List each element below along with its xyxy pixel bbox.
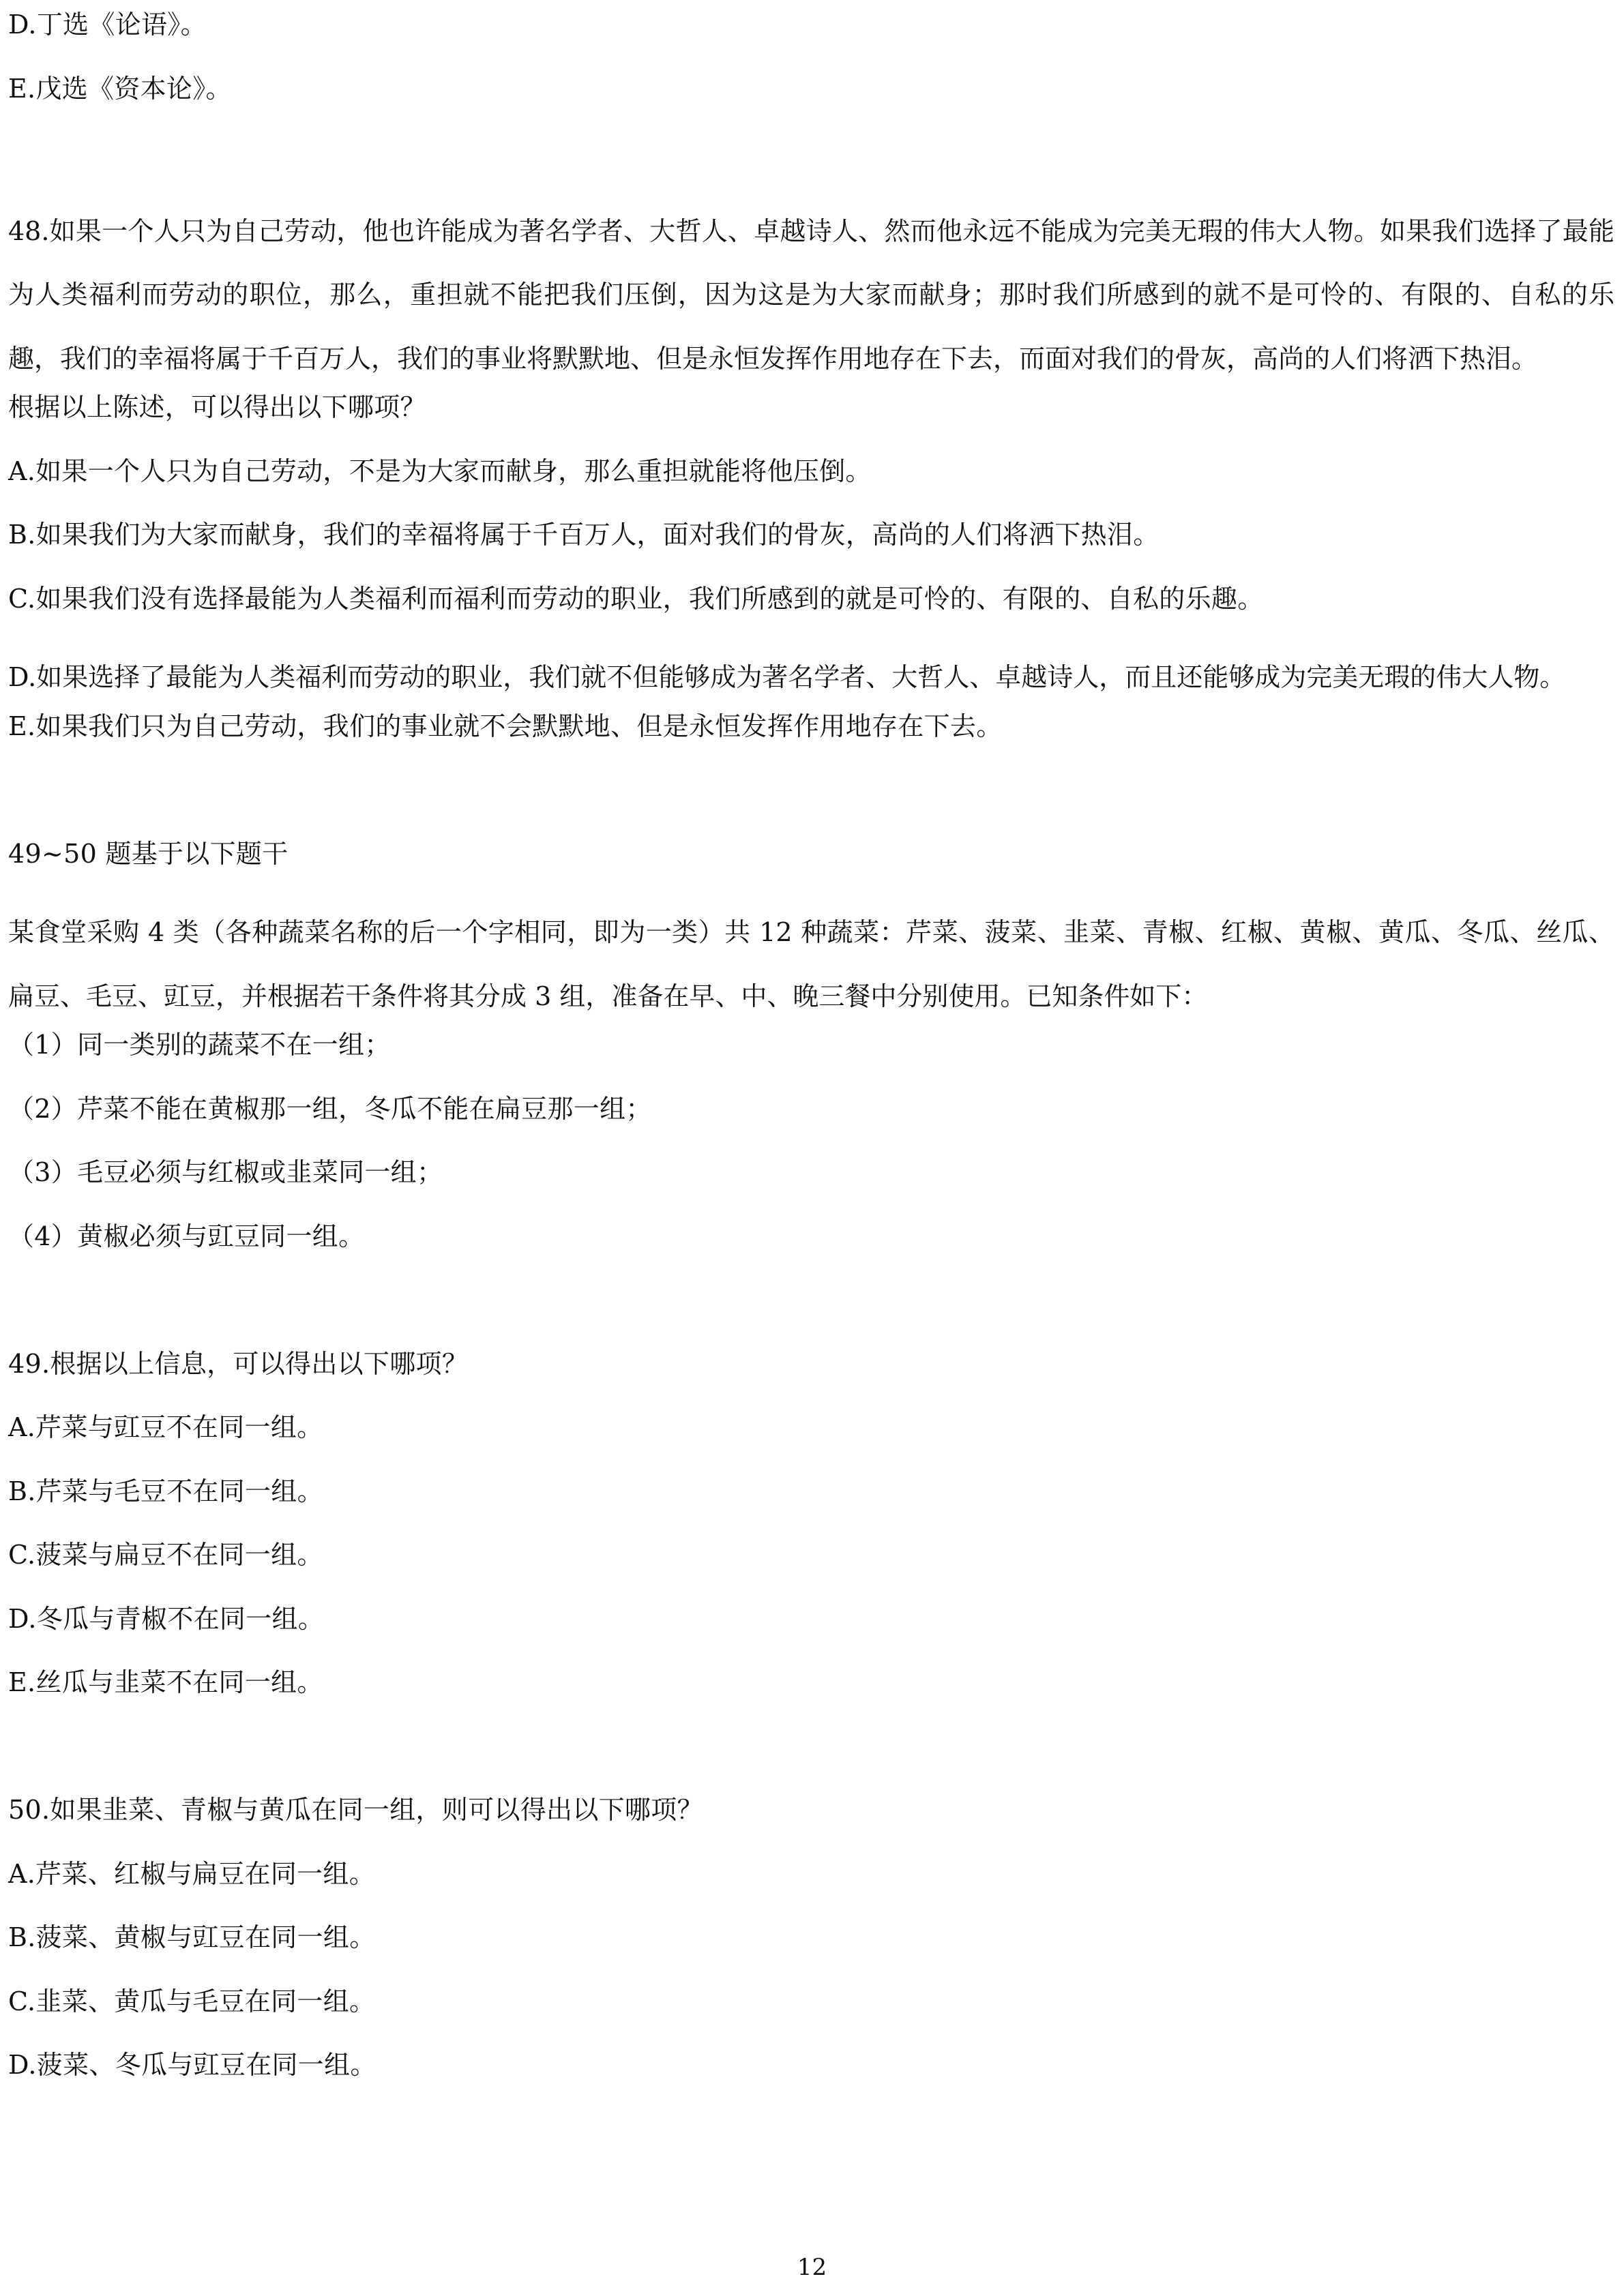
question-48-option-d: D.如果选择了最能为人类福利而劳动的职业，我们就不但能够成为著名学者、大哲人、卓越诗人，而且还能够成为完美无瑕的伟大人物。 bbox=[8, 662, 1566, 692]
question-49-option-b: B.芹菜与毛豆不在同一组。 bbox=[8, 1476, 323, 1506]
condition-4: （4）黄椒必须与豇豆同一组。 bbox=[8, 1221, 365, 1251]
question-48-prompt: 根据以上陈述，可以得出以下哪项？ bbox=[8, 392, 426, 422]
question-50-option-c: C.韭菜、黄瓜与毛豆在同一组。 bbox=[8, 1986, 376, 2016]
condition-3: （3）毛豆必须与红椒或韭菜同一组； bbox=[8, 1157, 443, 1187]
exam-page bbox=[8, 8, 1614, 2113]
question-48-option-b: B.如果我们为大家而献身，我们的幸福将属于千百万人，面对我们的骨灰，高尚的人们将洒下热泪。 bbox=[8, 520, 1160, 550]
question-50 bbox=[8, 1793, 1614, 2113]
question-49-option-d: D.冬瓜与青椒不在同一组。 bbox=[8, 1603, 325, 1634]
question-48 bbox=[8, 200, 1614, 774]
question-49 bbox=[8, 1347, 1614, 1730]
shared-stem-body: 某食堂采购 4 类（各种蔬菜名称的后一个字相同，即为一类）共 12 种蔬菜：芹菜、菠菜、韭菜、青椒、红椒、黄椒、黄瓜、冬瓜、丝瓜、扁豆、毛豆、豇豆，并根据若干条件将其分成 3 组，准备在早、中、晚三餐中分别使用。已知条件如下： bbox=[8, 917, 1614, 1011]
question-48-option-c: C.如果我们没有选择最能为人类福利而福利而劳动的职业，我们所感到的就是可怜的、有限的、自私的乐趣。 bbox=[8, 583, 1264, 614]
question-50-option-b: B.菠菜、黄椒与豇豆在同一组。 bbox=[8, 1922, 376, 1952]
question-49-option-e: E.丝瓜与韭菜不在同一组。 bbox=[8, 1667, 323, 1697]
question-49-option-c: C.菠菜与扁豆不在同一组。 bbox=[8, 1540, 323, 1570]
spacer bbox=[8, 773, 1614, 837]
shared-stem-49-50 bbox=[8, 837, 1614, 1284]
option-d: D.丁选《论语》。 bbox=[8, 10, 207, 40]
shared-stem-heading: 49~50 题基于以下题干 bbox=[8, 838, 289, 869]
question-50-prompt: 50.如果韭菜、青椒与黄瓜在同一组，则可以得出以下哪项？ bbox=[8, 1795, 703, 1825]
page-number: 12 bbox=[797, 2254, 827, 2281]
question-50-option-d: D.菠菜、冬瓜与豇豆在同一组。 bbox=[8, 2050, 377, 2080]
option-e: E.戊选《资本论》。 bbox=[8, 73, 232, 104]
spacer bbox=[8, 136, 1614, 200]
condition-2: （2）芹菜不能在黄椒那一组，冬瓜不能在扁豆那一组； bbox=[8, 1093, 652, 1124]
condition-1: （1）同一类别的蔬菜不在一组； bbox=[8, 1030, 391, 1060]
previous-question-options bbox=[8, 8, 1614, 136]
spacer bbox=[8, 1730, 1614, 1794]
question-49-option-a: A.芹菜与豇豆不在同一组。 bbox=[8, 1412, 323, 1442]
question-48-option-a: A.如果一个人只为自己劳动，不是为大家而献身，那么重担就能将他压倒。 bbox=[8, 456, 872, 486]
question-48-option-e: E.如果我们只为自己劳动，我们的事业就不会默默地、但是永恒发挥作用地存在下去。 bbox=[8, 711, 1003, 741]
spacer bbox=[8, 1283, 1614, 1347]
question-48-stem: 48.如果一个人只为自己劳动，他也许能成为著名学者、大哲人、卓越诗人、然而他永远不能成为完美无瑕的伟大人物。如果我们选择了最能为人类福利而劳动的职位，那么，重担就不能把我们压倒，因为这是为大家而献身；那时我们所感到的就不是可怜的、有限的、自私的乐趣，我们的幸福将属于千百万人，我们的事业将默默地、但是永恒发挥作用地存在下去，而面对我们的骨灰，高尚的人们将洒下热泪。 bbox=[8, 215, 1614, 374]
question-50-option-a: A.芹菜、红椒与扁豆在同一组。 bbox=[8, 1858, 376, 1889]
question-49-prompt: 49.根据以上信息，可以得出以下哪项？ bbox=[8, 1348, 469, 1379]
